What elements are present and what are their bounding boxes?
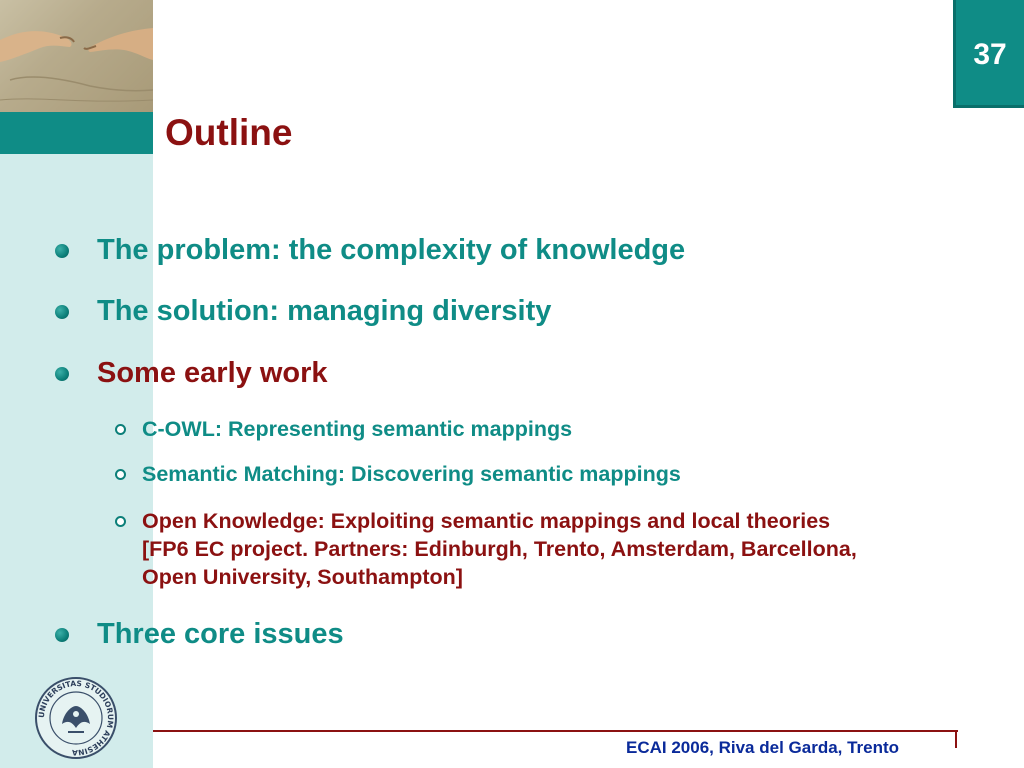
bullet-icon bbox=[55, 244, 69, 258]
footer-text: ECAI 2006, Riva del Garda, Trento bbox=[626, 738, 900, 757]
footer-divider bbox=[153, 730, 958, 732]
bullet-text: Three core issues bbox=[97, 618, 344, 650]
sub-bullet-text: Open Knowledge: Exploiting semantic mappings and local theories [FP6 EC project. Partners: Edinburgh, Trento, Amsterdam, Barcellona, Open University, Southampton] bbox=[142, 509, 857, 589]
sub-bullet-icon bbox=[115, 424, 126, 435]
bullet-icon bbox=[55, 305, 69, 319]
sub-bullet-item bbox=[142, 507, 882, 591]
title-accent-band bbox=[0, 112, 153, 154]
bullet-item bbox=[97, 295, 551, 328]
bullet-text: The problem: the complexity of knowledge bbox=[97, 234, 686, 266]
sub-bullet-icon bbox=[115, 516, 126, 527]
sub-bullet-text: C-OWL: Representing semantic mappings bbox=[142, 417, 573, 441]
footer-divider-tick bbox=[955, 730, 957, 748]
sub-bullet-item bbox=[142, 460, 902, 488]
sub-bullet-item bbox=[142, 415, 902, 443]
bullet-item bbox=[97, 357, 328, 390]
creation-of-adam-image bbox=[0, 0, 153, 112]
bullet-icon bbox=[55, 367, 69, 381]
bullet-text: Some early work bbox=[97, 357, 328, 389]
seal-text: UNIVERSITAS STUDIORUM ATHESINA bbox=[36, 678, 116, 758]
sub-bullet-text: Semantic Matching: Discovering semantic mappings bbox=[142, 462, 681, 486]
slide-number-box bbox=[953, 0, 1024, 108]
sub-bullet-icon bbox=[115, 469, 126, 480]
slide-title: Outline bbox=[165, 112, 293, 153]
bullet-icon bbox=[55, 628, 69, 642]
bullet-item bbox=[97, 234, 685, 267]
bullet-item bbox=[97, 618, 344, 651]
slide-number: 37 bbox=[973, 38, 1007, 71]
university-seal-logo bbox=[34, 676, 118, 760]
bullet-text: The solution: managing diversity bbox=[97, 295, 552, 327]
